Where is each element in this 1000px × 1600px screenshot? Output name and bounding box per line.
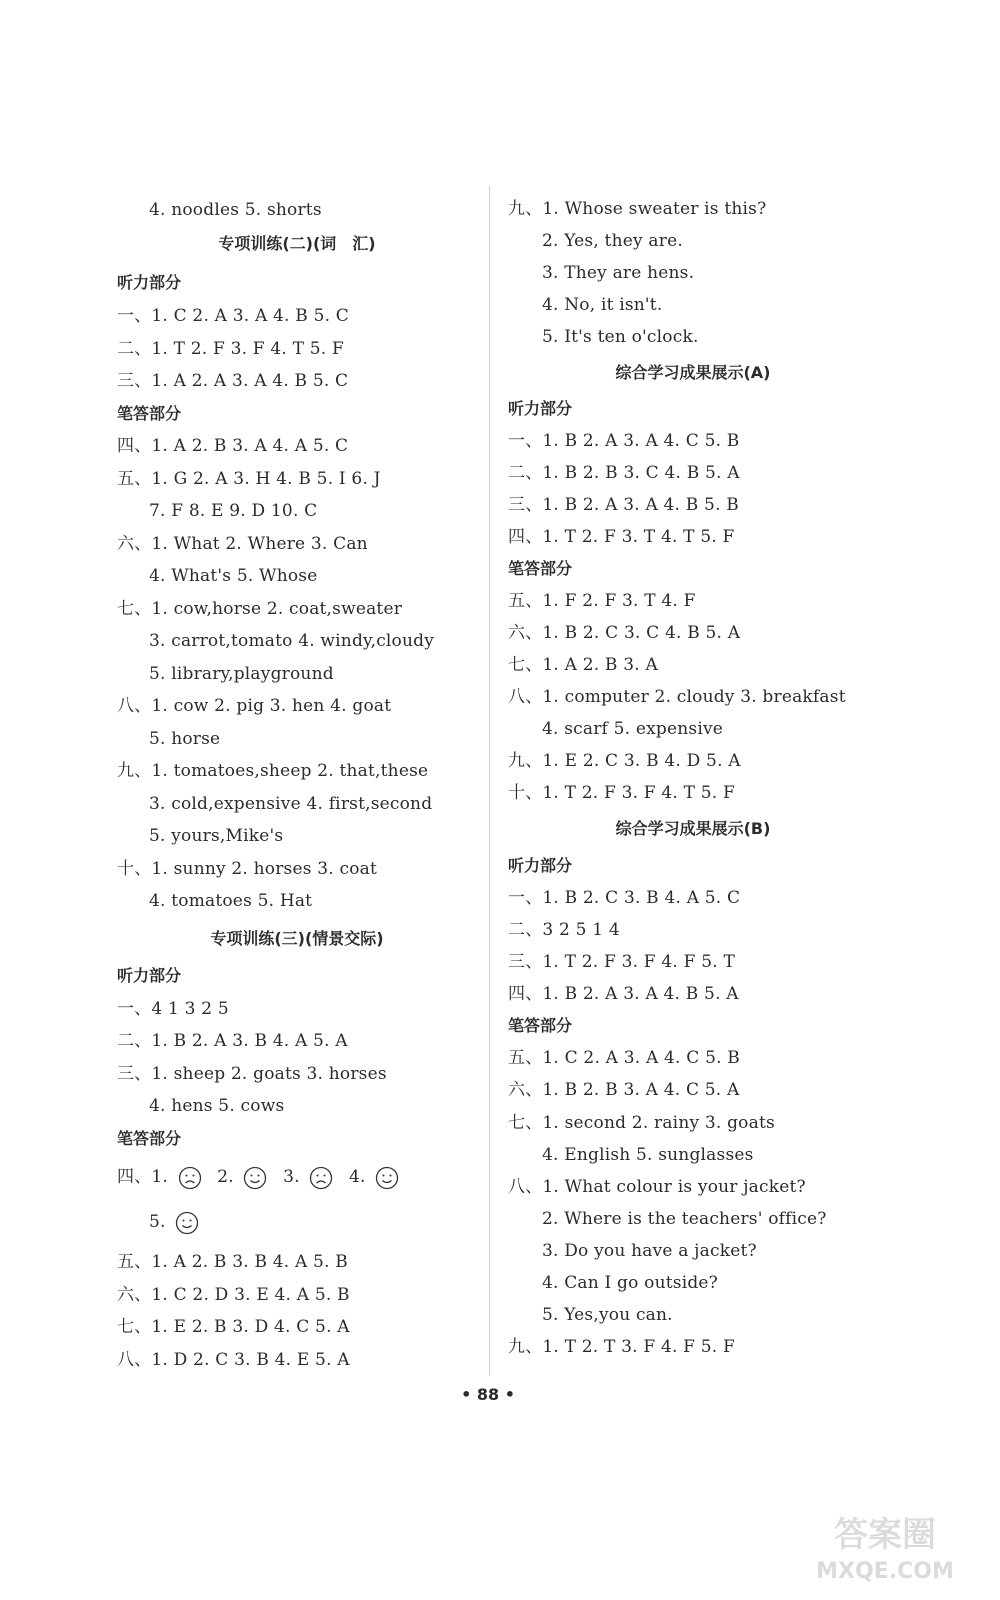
question-number: 3. bbox=[283, 1167, 300, 1187]
face-answer-line bbox=[149, 1207, 209, 1237]
subsection-heading: 听力部分 bbox=[508, 399, 573, 418]
section-title: 综合学习成果展示(A) bbox=[615, 363, 771, 382]
answer-line: 5. It's ten o'clock. bbox=[542, 327, 699, 347]
answer-line: 六、1. What 2. Where 3. Can bbox=[117, 534, 368, 554]
answer-line: 2. Where is the teachers' office? bbox=[542, 1209, 827, 1229]
svg-text:MXQE.COM: MXQE.COM bbox=[816, 1559, 954, 1584]
answer-line: 4. scarf 5. expensive bbox=[542, 719, 724, 739]
sad-face-icon bbox=[178, 1166, 202, 1190]
answer-line: 5. Yes,you can. bbox=[542, 1305, 673, 1325]
answer-line: 3. They are hens. bbox=[542, 263, 695, 283]
subsection-heading: 听力部分 bbox=[117, 273, 182, 292]
answer-line: 4. Can I go outside? bbox=[542, 1273, 718, 1293]
smiley-face-icon bbox=[243, 1166, 267, 1190]
answer-line: 七、1. cow,horse 2. coat,sweater bbox=[117, 599, 403, 619]
answer-line: 5. library,playground bbox=[149, 664, 334, 684]
page-number: • 88 • bbox=[461, 1385, 515, 1404]
answer-line: 十、1. T 2. F 3. F 4. T 5. F bbox=[508, 783, 735, 803]
answer-line: 七、1. A 2. B 3. A bbox=[508, 655, 658, 675]
question-number: 4. bbox=[348, 1167, 366, 1187]
answer-line: 五、1. A 2. B 3. B 4. A 5. B bbox=[117, 1252, 348, 1272]
answer-line: 十、1. sunny 2. horses 3. coat bbox=[117, 859, 377, 879]
svg-text:答案圈: 答案圈 bbox=[834, 1515, 936, 1555]
answer-line: 3. Do you have a jacket? bbox=[542, 1241, 757, 1261]
smiley-face-icon bbox=[175, 1211, 199, 1235]
answer-line: 三、1. sheep 2. goats 3. horses bbox=[117, 1064, 387, 1084]
answer-line: 八、1. D 2. C 3. B 4. E 5. A bbox=[117, 1350, 350, 1370]
answer-line: 九、1. E 2. C 3. B 4. D 5. A bbox=[508, 751, 741, 771]
answer-line: 二、1. T 2. F 3. F 4. T 5. F bbox=[117, 339, 344, 359]
column-divider bbox=[489, 186, 490, 1376]
answer-line: 3. cold,expensive 4. first,second bbox=[149, 794, 433, 814]
answer-line: 一、1. C 2. A 3. A 4. B 5. C bbox=[117, 306, 349, 326]
answer-line: 2. Yes, they are. bbox=[542, 231, 683, 251]
section-title: 综合学习成果展示(B) bbox=[615, 819, 771, 838]
answer-line: 二、3 2 5 1 4 bbox=[508, 920, 620, 940]
answer-line: 三、1. B 2. A 3. A 4. B 5. B bbox=[508, 495, 739, 515]
subsection-heading: 笔答部分 bbox=[508, 1016, 573, 1035]
smiley-face-icon bbox=[375, 1166, 399, 1190]
answer-line: 5. yours,Mike's bbox=[149, 826, 284, 846]
answer-line: 4. hens 5. cows bbox=[149, 1096, 285, 1116]
answer-line: 四、1. A 2. B 3. A 4. A 5. C bbox=[117, 436, 349, 456]
answer-line: 七、1. second 2. rainy 3. goats bbox=[508, 1113, 775, 1133]
section-title: 专项训练(二)(词 汇) bbox=[218, 234, 376, 253]
answer-line: 4. English 5. sunglasses bbox=[542, 1145, 754, 1165]
answer-line: 7. F 8. E 9. D 10. C bbox=[149, 501, 318, 521]
subsection-heading: 笔答部分 bbox=[508, 559, 573, 578]
answer-line: 九、1. tomatoes,sheep 2. that,these bbox=[117, 761, 429, 781]
answer-line: 四、1. T 2. F 3. T 4. T 5. F bbox=[508, 527, 735, 547]
answer-line: 六、1. B 2. B 3. A 4. C 5. A bbox=[508, 1080, 740, 1100]
answer-line: 五、1. C 2. A 3. A 4. C 5. B bbox=[508, 1048, 740, 1068]
question-number: 5. bbox=[149, 1212, 166, 1232]
answer-line: 五、1. F 2. F 3. T 4. F bbox=[508, 591, 696, 611]
answer-line: 八、1. cow 2. pig 3. hen 4. goat bbox=[117, 696, 392, 716]
answer-line: 5. horse bbox=[149, 729, 221, 749]
answer-line: 三、1. T 2. F 3. F 4. F 5. T bbox=[508, 952, 735, 972]
answer-line: 3. carrot,tomato 4. windy,cloudy bbox=[149, 631, 435, 651]
face-answer-line bbox=[117, 1162, 409, 1192]
answer-line: 六、1. C 2. D 3. E 4. A 5. B bbox=[117, 1285, 350, 1305]
answer-line: 五、1. G 2. A 3. H 4. B 5. I 6. J bbox=[117, 469, 381, 489]
answer-line: 一、1. B 2. C 3. B 4. A 5. C bbox=[508, 888, 741, 908]
answer-line: 4. noodles 5. shorts bbox=[149, 200, 322, 220]
question-prefix: 四、1. bbox=[117, 1167, 169, 1187]
answer-line: 八、1. computer 2. cloudy 3. breakfast bbox=[508, 687, 846, 707]
answer-line: 4. What's 5. Whose bbox=[149, 566, 318, 586]
answer-line: 一、1. B 2. A 3. A 4. C 5. B bbox=[508, 431, 740, 451]
subsection-heading: 笔答部分 bbox=[117, 1129, 182, 1148]
answer-line: 三、1. A 2. A 3. A 4. B 5. C bbox=[117, 371, 349, 391]
answer-line: 四、1. B 2. A 3. A 4. B 5. A bbox=[508, 984, 739, 1004]
subsection-heading: 笔答部分 bbox=[117, 404, 182, 423]
answer-line: 九、1. Whose sweater is this? bbox=[508, 199, 767, 219]
sad-face-icon bbox=[309, 1166, 333, 1190]
answer-line: 4. No, it isn't. bbox=[542, 295, 663, 315]
site-watermark-logo bbox=[800, 1506, 970, 1586]
answer-line: 七、1. E 2. B 3. D 4. C 5. A bbox=[117, 1317, 350, 1337]
section-title: 专项训练(三)(情景交际) bbox=[210, 929, 384, 948]
answer-line: 二、1. B 2. A 3. B 4. A 5. A bbox=[117, 1031, 348, 1051]
answer-line: 九、1. T 2. T 3. F 4. F 5. F bbox=[508, 1337, 735, 1357]
answer-line: 二、1. B 2. B 3. C 4. B 5. A bbox=[508, 463, 740, 483]
answer-line: 4. tomatoes 5. Hat bbox=[149, 891, 313, 911]
answer-line: 八、1. What colour is your jacket? bbox=[508, 1177, 806, 1197]
answer-line: 一、4 1 3 2 5 bbox=[117, 999, 229, 1019]
subsection-heading: 听力部分 bbox=[117, 966, 182, 985]
subsection-heading: 听力部分 bbox=[508, 856, 573, 875]
answer-line: 六、1. B 2. C 3. C 4. B 5. A bbox=[508, 623, 741, 643]
question-number: 2. bbox=[217, 1167, 234, 1187]
